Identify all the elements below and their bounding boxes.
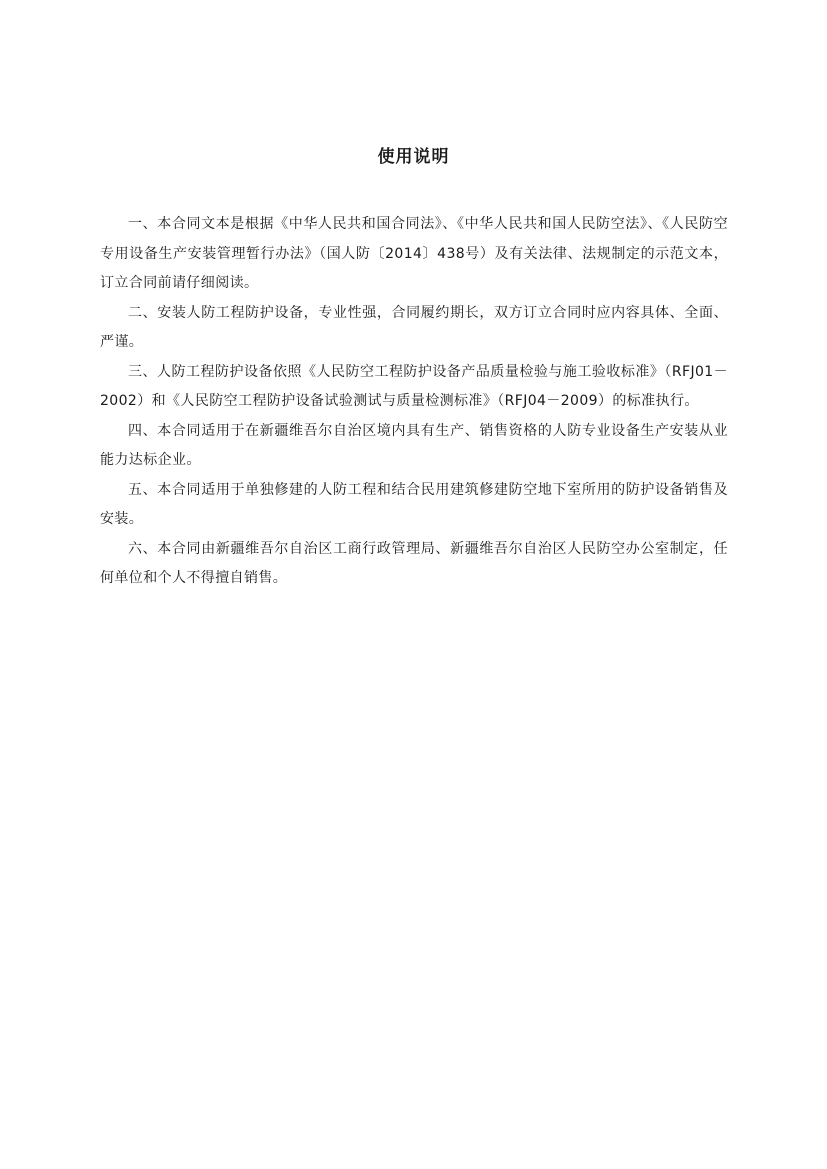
- instructions-body: [100, 210, 728, 594]
- instruction-paragraph-5: 五、本合同适用于单独修建的人防工程和结合民用建筑修建防空地下室所用的防护设备销售及安装。: [100, 481, 728, 527]
- instruction-paragraph-2: 二、安装人防工程防护设备，专业性强，合同履约期长，双方订立合同时应内容具体、全面、严谨。: [100, 304, 728, 350]
- instruction-paragraph-6: 六、本合同由新疆维吾尔自治区工商行政管理局、新疆维吾尔自治区人民防空办公室制定，任何单位和个人不得擅自销售。: [100, 540, 728, 586]
- instruction-paragraph-4: 四、本合同适用于在新疆维吾尔自治区境内具有生产、销售资格的人防专业设备生产安装从业能力达标企业。: [100, 422, 728, 468]
- page-title: 使用说明: [377, 147, 450, 168]
- instruction-paragraph-1: 一、本合同文本是根据《中华人民共和国合同法》、《中华人民共和国人民防空法》、《人民防空专用设备生产安装管理暂行办法》（国人防〔2014〕438号）及有关法律、法规制定的示范文本，订立合同前请仔细阅读。: [100, 216, 728, 291]
- instruction-paragraph-3: 三、人防工程防护设备依照《人民防空工程防护设备产品质量检验与施工验收标准》（RFJ01－2002）和《人民防空工程防护设备试验测试与质量检测标准》（RFJ04－2009）的标准执行。: [100, 363, 728, 409]
